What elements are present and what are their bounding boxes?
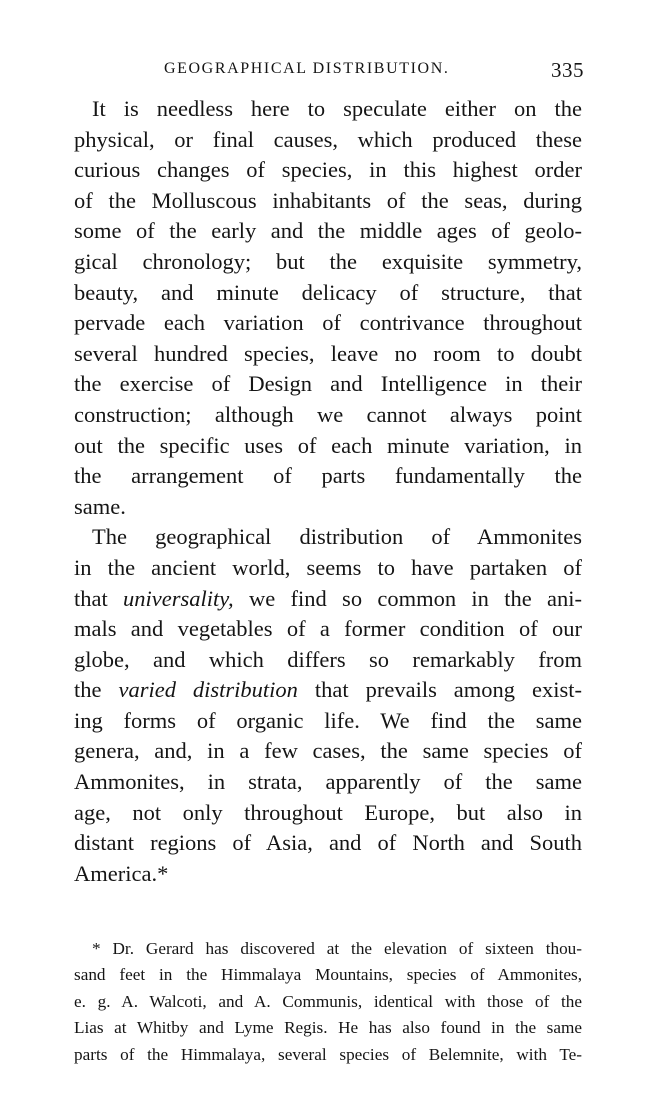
text-segment: the (74, 677, 119, 703)
footnote-line: * Dr. Gerard has discovered at the elevation of sixteen thou- (92, 939, 582, 958)
text-line: America.* (74, 860, 169, 886)
italic-term-varied-distribution: varied distribution (118, 677, 298, 703)
text-segment: that prevails among exist- (297, 677, 582, 703)
text-line: distant regions of Asia, and of North and South (74, 830, 582, 856)
text-line: mals and vegetables of a former condition of our (74, 616, 582, 642)
footnote-line: Lias at Whitby and Lyme Regis. He has also found in the same (74, 1018, 582, 1038)
text-line: It is needless here to speculate either on the (92, 96, 582, 121)
text-line: some of the early and the middle ages of geolo- (74, 218, 582, 244)
footnote-line: parts of the Himmalaya, several species of Belemnite, with Te- (74, 1044, 582, 1064)
text-line: globe, and which differs so remarkably from (74, 646, 582, 672)
text-line: gical chronology; but the exquisite symmetry, (74, 248, 582, 274)
text-line: age, not only throughout Europe, but also in (74, 799, 582, 825)
text-segment: that (74, 585, 124, 611)
running-head (72, 58, 584, 84)
text-line: in the ancient world, seems to have partaken of (74, 554, 582, 580)
text-line: Ammonites, in strata, apparently of the same (74, 769, 582, 795)
text-line: of the Molluscous inhabitants of the seas, during (74, 187, 582, 213)
text-line: ing forms of organic life. We find the same (74, 707, 582, 733)
footnote (74, 936, 582, 1068)
text-line: out the specific uses of each minute variation, in (74, 432, 582, 458)
text-line: several hundred species, leave no room to doubt (74, 340, 582, 366)
footnote-line: sand feet in the Himmalaya Mountains, species of Ammonites, (74, 965, 582, 985)
text-line: beauty, and minute delicacy of structure, that (74, 279, 582, 305)
italic-term-universality: universality, (123, 585, 234, 611)
paragraph-2 (74, 522, 582, 889)
text-line: construction; although we cannot always point (74, 401, 582, 427)
text-line: pervade each variation of contrivance throughout (74, 310, 582, 336)
text-line: genera, and, in a few cases, the same species of (74, 738, 582, 764)
text-line: same. (74, 493, 126, 519)
page-number: 335 (551, 58, 584, 82)
text-line: the exercise of Design and Intelligence in their (74, 371, 582, 397)
footnote-line: e. g. A. Walcoti, and A. Communis, identical with those of the (74, 991, 582, 1011)
text-segment: we find so common in the ani- (233, 585, 582, 611)
text-line: the arrangement of parts fundamentally the (74, 463, 582, 489)
paragraph-1 (74, 94, 582, 522)
running-title: GEOGRAPHICAL DISTRIBUTION. (164, 60, 450, 77)
text-line: curious changes of species, in this highest order (74, 157, 582, 183)
text-line-with-italic (74, 584, 582, 615)
body-text (74, 94, 582, 889)
text-line: The geographical distribution of Ammonites (92, 524, 582, 550)
text-line: physical, or final causes, which produced these (74, 126, 582, 152)
text-line-with-italic (74, 675, 582, 706)
